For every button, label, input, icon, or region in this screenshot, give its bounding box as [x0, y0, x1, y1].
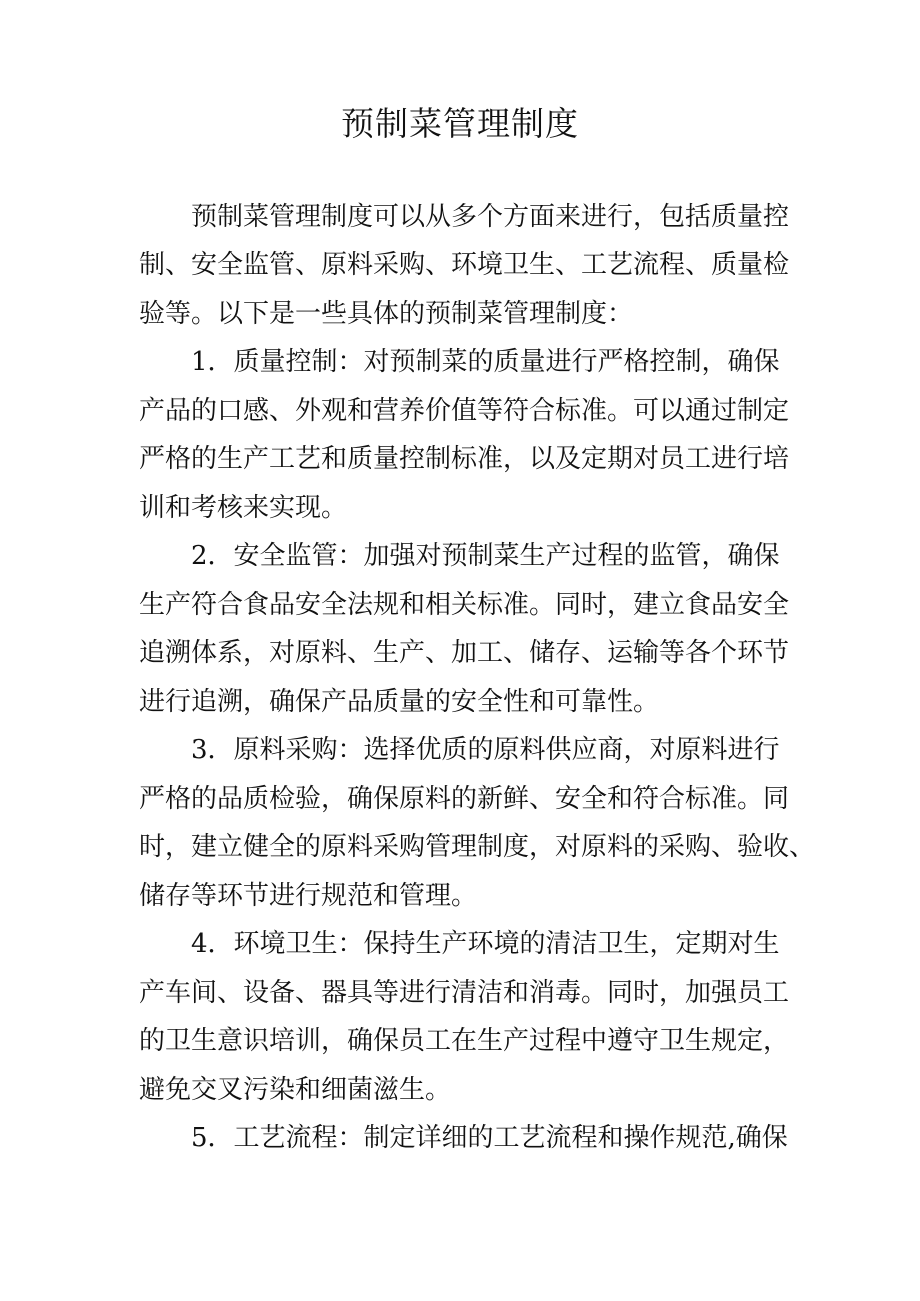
item-3-line-3: 时，建立健全的原料采购管理制度，对原料的采购、验收、 — [139, 832, 816, 862]
item-4-line-2: 产车间、设备、器具等进行清洁和消毒。同时，加强员工 — [139, 978, 790, 1008]
item-1-line-2: 产品的口感、外观和营养价值等符合标准。可以通过制定 — [139, 396, 790, 426]
item-3-line-4: 储存等环节进行规范和管理。 — [139, 881, 478, 911]
item-1-line-1: 1．质量控制：对预制菜的质量进行严格控制，确保 — [191, 347, 780, 377]
item-3-line-1: 3．原料采购：选择优质的原料供应商，对原料进行 — [191, 735, 780, 765]
item-3-line-2: 严格的品质检验，确保原料的新鲜、安全和符合标准。同 — [139, 784, 790, 814]
item-2-line-3: 追溯体系，对原料、生产、加工、储存、运输等各个环节 — [139, 638, 790, 668]
item-1-line-3: 严格的生产工艺和质量控制标准，以及定期对员工进行培 — [139, 444, 790, 474]
item-4-line-3: 的卫生意识培训，确保员工在生产过程中遵守卫生规定， — [139, 1026, 790, 1056]
item-4-line-1: 4．环境卫生：保持生产环境的清洁卫生，定期对生 — [191, 929, 780, 959]
document-title: 预制菜管理制度 — [341, 104, 579, 143]
intro-line-3: 验等。以下是一些具体的预制菜管理制度： — [139, 299, 634, 329]
item-4-line-4: 避免交叉污染和细菌滋生。 — [139, 1075, 452, 1105]
item-1-line-4: 训和考核来实现。 — [139, 493, 348, 523]
intro-line-2: 制、安全监管、原料采购、环境卫生、工艺流程、质量检 — [139, 250, 790, 280]
item-2-line-4: 进行追溯，确保产品质量的安全性和可靠性。 — [139, 687, 660, 717]
item-2-line-1: 2．安全监管：加强对预制菜生产过程的监管，确保 — [191, 541, 780, 571]
item-2-line-2: 生产符合食品安全法规和相关标准。同时，建立食品安全 — [139, 590, 790, 620]
item-5-line-1: 5．工艺流程：制定详细的工艺流程和操作规范,确保 — [191, 1123, 788, 1153]
intro-line-1: 预制菜管理制度可以从多个方面来进行，包括质量控 — [191, 202, 790, 232]
